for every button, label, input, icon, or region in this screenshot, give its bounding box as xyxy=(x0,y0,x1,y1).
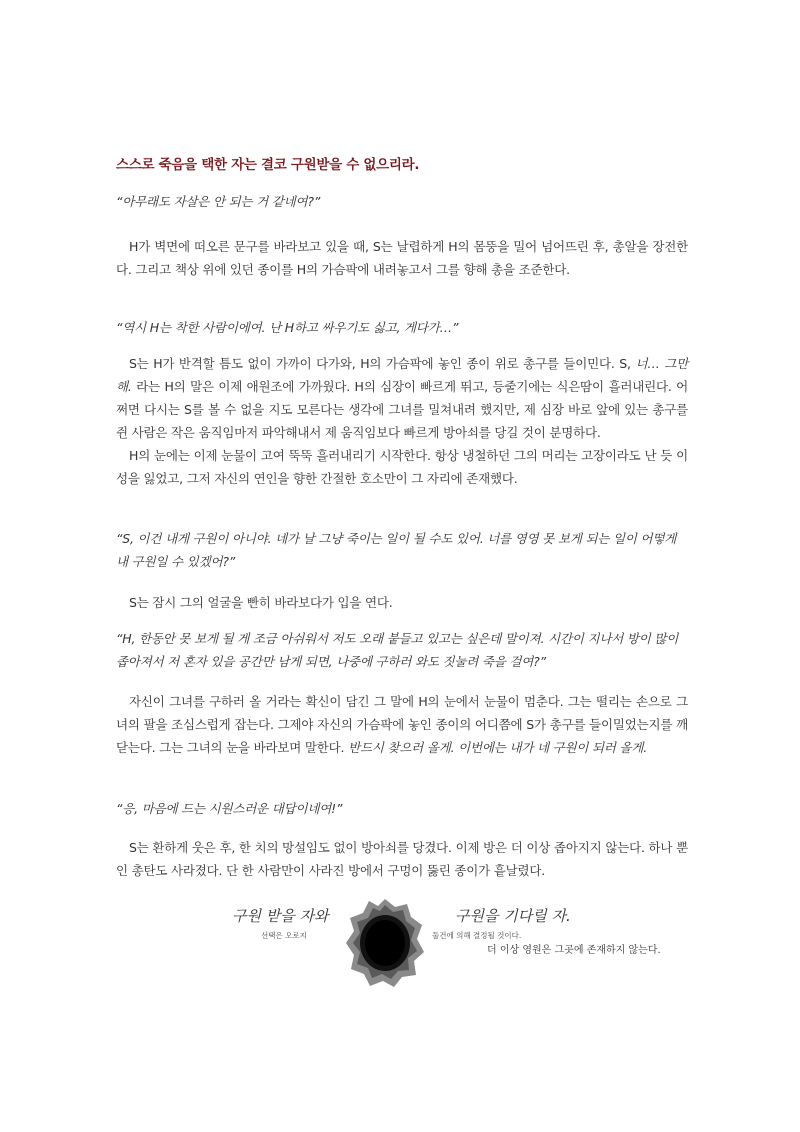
dialog-line-2: “역시 H는 착한 사람이에여. 난 H하고 싸우기도 싫고, 게다가…” xyxy=(116,320,459,335)
paragraph-2-text xyxy=(116,352,688,444)
footer-left-small-caption: 선택은 오로지 xyxy=(261,931,307,940)
footer-left-caption: 구원 받을 자와 xyxy=(232,907,329,925)
paragraph-5-start: 자신이 그녀를 구하러 올 거라는 확신이 담긴 그 말에 H의 눈에서 눈물이 멈춘다. 그는 떨리는 손으로 그녀의 팔을 조심스럽게 잡는다. 그제야 자신의 가슴팍에 놓인 종이의 어디쯤에 S가 총구를 들이밀었는지를 깨닫는다. 그는 그녀의 눈을 바라보며 말한다. xyxy=(116,694,688,755)
paragraph-6-text: S는 환하게 웃은 후, 한 치의 망설임도 없이 방아쇠를 당겼다. 이제 방은 더 이상 좁아지지 않는다. 하나 뿐인 총탄도 사라졌다. 단 한 사람만이 사라진 방에서 구멍이 뚫린 종이가 흩날렸다. xyxy=(116,840,688,878)
paragraph-5 xyxy=(116,690,688,759)
footer-right-line: 더 이상 영원은 그곳에 존재하지 않는다. xyxy=(487,945,661,956)
page-title: 스스로 죽음을 택한 자는 결코 구원받을 수 없으리라. xyxy=(116,157,420,173)
footer-right-caption: 구원을 기다릴 자. xyxy=(455,907,571,925)
paragraph-4-text: S는 잠시 그의 얼굴을 빤히 바라보다가 입을 연다. xyxy=(129,595,393,610)
paragraph-1-text: H가 벽면에 떠오른 문구를 바라보고 있을 때, S는 날렵하게 H의 몸뚱을 밀어 넘어뜨린 후, 총알을 장전한다. 그리고 책상 위에 있던 종이를 H의 가슴팍에 내려놓고서 그를 향해 총을 조준한다. xyxy=(116,239,688,277)
paragraph-3-text: H의 눈에는 이제 눈물이 고여 뚝뚝 흘러내리기 시작한다. 항상 냉철하던 그의 머리는 고장이라도 난 듯 이성을 잃었고, 그저 자신의 연인을 향한 간절한 호소만이 그 자리에 존재했다. xyxy=(116,448,688,486)
dialog-line-4: “H, 한동안 못 보게 될 게 조금 아쉬워서 저도 오래 붙들고 있고는 싶은데 말이져. 시간이 지나서 방이 많이 좁아져서 저 혼자 있을 공간만 남게 되면, 나중에 구하러 와도 짓눌려 죽을 걸여?” xyxy=(116,631,679,669)
paragraph-1 xyxy=(116,235,688,281)
dialog-line-3: “S, 이건 내게 구원이 아니야. 네가 날 그냥 죽이는 일이 될 수도 있어. 너를 영영 못 보게 되는 일이 어떻게 내 구원일 수 있겠어?” xyxy=(116,531,677,569)
dialog-line-5: “응, 마음에 드는 시원스러운 대답이네여!” xyxy=(116,801,343,816)
paragraph-6 xyxy=(116,836,688,882)
paragraph-2-italic: 너… 그만해. xyxy=(116,356,688,394)
paragraph-2 xyxy=(116,352,688,490)
paragraph-5-italic: 반드시 찾으러 올게. 이번에는 내가 네 구원이 되러 올게. xyxy=(348,740,648,755)
footer-right-small-caption: 둘건에 의해 결정될 것이다. xyxy=(432,931,522,940)
paragraph-5-text xyxy=(116,690,688,759)
paragraph-4 xyxy=(116,591,688,614)
bullet-hole-icon xyxy=(345,895,425,990)
dialog-line-1: “아무래도 자살은 안 되는 거 같네여?” xyxy=(116,194,321,209)
paragraph-2-start: S는 H가 반격할 틈도 없이 가까이 다가와, H의 가슴팍에 놓인 종이 위로 총구를 들이민다. S, xyxy=(129,356,631,371)
paragraph-2-rest: 라는 H의 말은 이제 애원조에 가까웠다. H의 심장이 빠르게 뛰고, 등줄기에는 식은땀이 흘러내린다. 어쩌면 다시는 S를 볼 수 없을 지도 모른다는 생각에 그녀를 밀쳐내려 했지만, 제 심장 바로 앞에 있는 총구를 쥔 사람은 작은 움직임마저 파악해내서 제 움직임보다 빠르게 방아쇠를 당길 것이 분명하다. xyxy=(116,379,688,440)
